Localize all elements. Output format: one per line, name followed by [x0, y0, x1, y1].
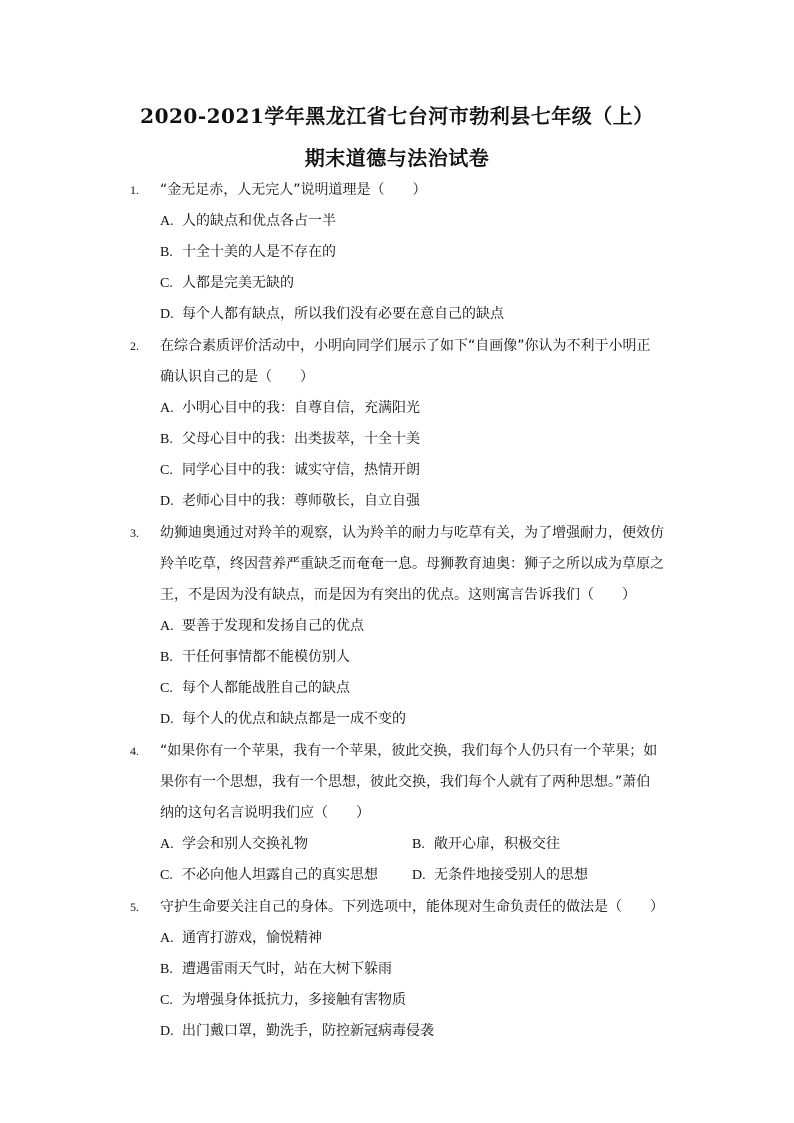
option-b[interactable] — [160, 237, 670, 268]
option-letter: C. — [160, 276, 173, 291]
option-list — [160, 923, 670, 1047]
question-number: 4. — [130, 744, 139, 758]
option-letter: A. — [160, 214, 174, 229]
option-list — [160, 206, 670, 330]
option-list — [160, 829, 670, 891]
option-d[interactable] — [160, 704, 670, 735]
question-stem-line: 确认识自己的是（ ） — [160, 369, 314, 385]
question-stem-line: 王，不是因为没有缺点，而是因为有突出的优点。这则寓言告诉我们（ ） — [160, 587, 636, 603]
question-stem-line: 纳的这句名言说明我们应（ ） — [160, 805, 370, 821]
option-letter: B. — [160, 962, 173, 977]
option-text: 通宵打游戏，愉悦精神 — [182, 930, 322, 946]
option-text: 小明心目中的我：自尊自信，充满阳光 — [182, 400, 420, 416]
question-number: 5. — [130, 900, 139, 914]
option-letter: C. — [160, 993, 173, 1008]
option-text: 要善于发现和发扬自己的优点 — [182, 618, 364, 634]
option-text: 干任何事情都不能模仿别人 — [182, 649, 350, 665]
option-d[interactable] — [160, 1016, 670, 1047]
option-list — [160, 611, 670, 735]
question-stem-line: “如果你有一个苹果，我有一个苹果，彼此交换，我们每个人仍只有一个苹果；如 — [160, 743, 658, 759]
option-list — [160, 393, 670, 517]
question-stem-line: 幼狮迪奥通过对羚羊的观察，认为羚羊的耐力与吃草有关，为了增强耐力，便效仿 — [160, 525, 664, 541]
question-number: 2. — [130, 339, 139, 353]
question-stem-line: 果你有一个思想，我有一个思想，彼此交换，我们每个人就有了两种思想。”萧伯 — [160, 774, 651, 790]
question-1 — [130, 175, 670, 330]
option-d[interactable] — [160, 299, 670, 330]
option-text: 十全十美的人是不存在的 — [182, 244, 336, 260]
option-a[interactable] — [160, 923, 670, 954]
option-text: 学会和别人交换礼物 — [182, 836, 308, 852]
option-c[interactable] — [160, 268, 670, 299]
option-b[interactable] — [412, 829, 670, 860]
option-text: 每个人的优点和缺点都是一成不变的 — [182, 711, 406, 727]
option-letter: C. — [160, 463, 173, 478]
option-a[interactable] — [160, 206, 670, 237]
option-text: 父母心目中的我：出类拔萃，十全十美 — [182, 431, 420, 447]
option-c[interactable] — [160, 860, 412, 891]
option-c[interactable] — [160, 985, 670, 1016]
option-letter: D. — [160, 307, 174, 322]
question-stem-line: 守护生命要关注自己的身体。下列选项中，能体现对生命负责任的做法是（ ） — [160, 899, 664, 915]
option-letter: C. — [160, 681, 173, 696]
question-stem-line: 羚羊吃草，终因营养严重缺乏而奄奄一息。母狮教育迪奥：狮子之所以成为草原之 — [160, 556, 664, 572]
option-text: 遭遇雷雨天气时，站在大树下躲雨 — [182, 961, 392, 977]
question-number: 1. — [130, 183, 139, 197]
option-letter: B. — [160, 650, 173, 665]
question-number: 3. — [130, 526, 139, 540]
option-letter: B. — [160, 245, 173, 260]
question-3 — [130, 518, 670, 735]
option-letter: D. — [160, 1024, 174, 1039]
option-text: 敞开心扉，积极交往 — [434, 836, 560, 852]
option-text: 出门戴口罩，勤洗手，防控新冠病毒侵袭 — [182, 1023, 434, 1039]
option-text: 不必向他人坦露自己的真实思想 — [182, 867, 378, 883]
option-letter: D. — [160, 494, 174, 509]
option-b[interactable] — [160, 954, 670, 985]
option-text: 人的缺点和优点各占一半 — [182, 213, 336, 229]
option-text: 为增强身体抵抗力，多接触有害物质 — [182, 992, 406, 1008]
exam-title-line2: 期末道德与法治试卷 — [304, 146, 490, 170]
question-stem-line: “金无足赤，人无完人”说明道理是（ ） — [160, 182, 427, 198]
question-4 — [130, 736, 670, 891]
option-text: 人都是完美无缺的 — [182, 275, 294, 291]
option-letter: C. — [160, 868, 173, 883]
option-c[interactable] — [160, 673, 670, 704]
option-d[interactable] — [160, 486, 670, 517]
option-text: 无条件地接受别人的思想 — [434, 867, 588, 883]
question-stem-line: 在综合素质评价活动中，小明向同学们展示了如下“自画像”你认为不利于小明正 — [160, 338, 651, 354]
question-5 — [130, 892, 670, 1047]
option-c[interactable] — [160, 455, 670, 486]
option-letter: D. — [160, 712, 174, 727]
option-d[interactable] — [412, 860, 670, 891]
option-text: 每个人都能战胜自己的缺点 — [182, 680, 350, 696]
option-letter: A. — [160, 931, 174, 946]
option-letter: B. — [160, 432, 173, 447]
exam-title-line1: 2020-2021学年黑龙江省七台河市勃利县七年级（上） — [140, 104, 654, 128]
option-text: 老师心目中的我：尊师敬长，自立自强 — [182, 493, 420, 509]
question-2 — [130, 331, 670, 517]
option-letter: A. — [160, 401, 174, 416]
option-a[interactable] — [160, 393, 670, 424]
option-a[interactable] — [160, 829, 412, 860]
option-text: 每个人都有缺点，所以我们没有必要在意自己的缺点 — [182, 306, 504, 322]
option-a[interactable] — [160, 611, 670, 642]
option-letter: A. — [160, 619, 174, 634]
option-text: 同学心目中的我：诚实守信，热情开朗 — [182, 462, 420, 478]
option-letter: A. — [160, 837, 174, 852]
option-b[interactable] — [160, 424, 670, 455]
option-letter: B. — [412, 837, 425, 852]
option-letter: D. — [412, 868, 426, 883]
option-b[interactable] — [160, 642, 670, 673]
